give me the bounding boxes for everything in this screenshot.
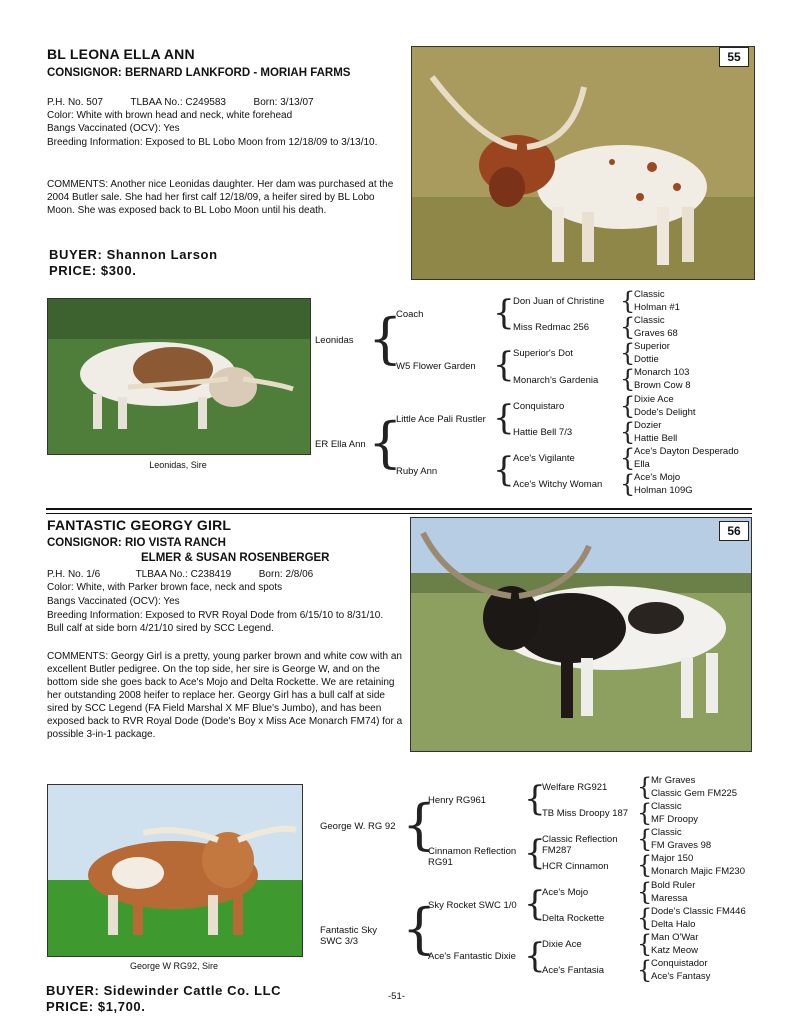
- lot56-ped-gen4: Classic: [651, 801, 682, 812]
- brace: {: [620, 365, 636, 393]
- lot56-ped-gen4: FM Graves 98: [651, 840, 712, 851]
- lot56-ped-gen3: Classic Reflection: [542, 834, 618, 845]
- page-number: -51-: [388, 991, 405, 1002]
- lot56-ped-gen2: Cinnamon Reflection: [428, 846, 517, 857]
- lot56-registration: [47, 568, 397, 581]
- brace: {: [637, 825, 653, 853]
- lot55-ped-gen4: Dixie Ace: [634, 394, 674, 405]
- lot56-title: FANTASTIC GEORGY GIRL: [47, 517, 232, 533]
- brace: {: [620, 313, 636, 341]
- lot56-ph-no: P.H. No. 1/6: [47, 569, 101, 580]
- lot55-tlbaa-no: TLBAA No.: C249583: [130, 97, 226, 108]
- section-divider: [46, 508, 752, 510]
- lot56-ped-gen4: MF Droopy: [651, 814, 698, 825]
- lot55-cow-photo: [411, 46, 755, 280]
- brace: {: [402, 897, 437, 960]
- brace: {: [637, 878, 653, 906]
- lot56-ped-gen4: Mr Graves: [651, 775, 696, 786]
- lot56-tlbaa-no: TLBAA No.: C238419: [135, 569, 232, 580]
- lot56-ped-gen4: Maressa: [651, 893, 688, 904]
- lot55-ped-gen4: Brown Cow 8: [634, 380, 691, 391]
- lot55-ped-gen4: Monarch 103: [634, 367, 690, 378]
- brace: {: [524, 779, 546, 819]
- lot55-ped-gen2: W5 Flower Garden: [396, 361, 476, 372]
- lot55-breeding: Breeding Information: Exposed to BL Lobo Moon from 12/18/09 to 3/13/10.: [47, 137, 378, 148]
- lot56-ped-gen2: Henry RG961: [428, 795, 487, 806]
- lot55-ped-gen4: Superior: [634, 341, 670, 352]
- lot56-ped-gen4: Conquistador: [651, 958, 708, 969]
- section-divider: [46, 513, 752, 514]
- lot55-ped-sire: Leonidas: [315, 335, 354, 346]
- lot56-ped-gen4: Classic Gem FM225: [651, 788, 738, 799]
- lot56-cow-photo: [410, 517, 752, 752]
- lot55-ped-dam: ER Ella Ann: [315, 439, 366, 450]
- lot56-bangs: Bangs Vaccinated (OCV): Yes: [47, 596, 180, 607]
- lot56-consignor: CONSIGNOR: RIO VISTA RANCH: [47, 537, 226, 549]
- lot55-ped-gen2: Little Ace Pali Rustler: [396, 414, 486, 425]
- lot56-ped-gen3: Welfare RG921: [542, 782, 608, 793]
- brace: {: [493, 398, 515, 438]
- brace: {: [524, 884, 546, 924]
- lot56-ped-gen3: HCR Cinnamon: [542, 861, 609, 872]
- lot56-number-badge: 56: [719, 521, 749, 541]
- brace: {: [637, 956, 653, 984]
- brace: {: [493, 450, 515, 490]
- brace: {: [637, 851, 653, 879]
- lot55-ped-gen4: Hattie Bell: [634, 433, 678, 444]
- brace: {: [637, 930, 653, 958]
- lot56-born: Born: 2/8/06: [258, 569, 314, 580]
- lot55-ped-gen4: Ace's Mojo: [634, 472, 681, 483]
- lot56-ped-gen3: Ace's Mojo: [542, 887, 589, 898]
- lot56-ped-gen4: Man O'War: [651, 932, 699, 943]
- brace: {: [493, 293, 515, 333]
- lot56-ped-dam: SWC 3/3: [320, 936, 359, 947]
- lot55-ped-gen4: Dode's Delight: [634, 407, 696, 418]
- lot55-ped-gen2: Coach: [396, 309, 424, 320]
- lot56-comments: COMMENTS: Georgy Girl is a pretty, young parker brown and white cow with an excellent Butler pedigree. On the top side, her sire is George W, and on the bottom side she goes back to Ace's Mojo and Delta Rockette. We are retaining her outstanding 2008 heifer to replace her. Georgy Girl has a bull calf at side sired by SCC Legend (FA Field Marshal X MF Blue's Jumbo), and has been exposed back to RVR Royal Dode (Dode's Boy x Miss Ace Monarch FM74) for a possible 3-in-1 package.: [47, 651, 403, 740]
- brace: {: [637, 799, 653, 827]
- lot55-ped-gen4: Classic: [634, 289, 665, 300]
- lot55-ped-gen3: Monarch's Gardenia: [513, 375, 599, 386]
- brace: {: [620, 444, 636, 472]
- lot56-ped-gen2: Sky Rocket SWC 1/0: [428, 900, 517, 911]
- lot56-ped-sire: George W. RG 92: [320, 821, 396, 832]
- lot56-ped-gen3: FM287: [542, 845, 572, 856]
- lot56-buyer: BUYER: Sidewinder Cattle Co. LLC: [46, 983, 282, 998]
- brace: {: [620, 418, 636, 446]
- lot55-ped-gen3: Ace's Vigilante: [513, 453, 575, 464]
- lot55-ped-gen4: Ace's Dayton Desperado: [634, 446, 739, 457]
- lot56-ped-gen4: Delta Halo: [651, 919, 696, 930]
- lot56-ped-gen2: RG91: [428, 857, 453, 868]
- brace: {: [620, 392, 636, 420]
- lot56-ped-gen4: Monarch Majic FM230: [651, 866, 745, 877]
- lot55-price: PRICE: $300.: [49, 263, 137, 278]
- lot56-ped-gen4: Classic: [651, 827, 682, 838]
- brace: {: [368, 411, 403, 474]
- brace: {: [368, 307, 403, 370]
- lot56-ped-gen4: Katz Meow: [651, 945, 698, 956]
- lot56-sire-caption: George W RG92, Sire: [129, 961, 219, 971]
- lot56-ped-gen4: Ace's Fantasy: [651, 971, 711, 982]
- lot55-ped-gen2: Ruby Ann: [396, 466, 438, 477]
- brace: {: [637, 773, 653, 801]
- lot55-ped-gen4: Ella: [634, 459, 650, 470]
- lot56-ped-gen3: Ace's Fantasia: [542, 965, 605, 976]
- brace: {: [620, 339, 636, 367]
- brace: {: [620, 470, 636, 498]
- lot55-ped-gen4: Classic: [634, 315, 665, 326]
- lot55-title: BL LEONA ELLA ANN: [47, 46, 195, 62]
- lot56-breeding: Breeding Information: Exposed to RVR Royal Dode from 6/15/10 to 8/31/10. Bull calf at side born 4/21/10 sired by SCC Legend.: [47, 610, 384, 634]
- lot55-consignor: CONSIGNOR: BERNARD LANKFORD - MORIAH FARMS: [47, 67, 351, 79]
- lot56-ped-dam: Fantastic Sky: [320, 925, 378, 936]
- lot55-ped-gen4: Dozier: [634, 420, 662, 431]
- lot55-ph-no: P.H. No. 507: [47, 97, 103, 108]
- lot56-price: PRICE: $1,700.: [46, 999, 146, 1014]
- lot55-bangs: Bangs Vaccinated (OCV): Yes: [47, 123, 180, 134]
- lot56-sire-photo: [47, 784, 303, 957]
- brace: {: [524, 833, 546, 873]
- lot55-ped-gen3: Conquistaro: [513, 401, 565, 412]
- lot56-color: Color: White, with Parker brown face, neck and spots: [47, 582, 283, 593]
- lot55-ped-gen3: Superior's Dot: [513, 348, 573, 359]
- brace: {: [637, 904, 653, 932]
- brace: {: [524, 936, 546, 976]
- lot56-consignor-names: ELMER & SUSAN ROSENBERGER: [141, 552, 330, 564]
- lot55-ped-gen4: Holman #1: [634, 302, 680, 313]
- lot56-ped-gen2: Ace's Fantastic Dixie: [428, 951, 516, 962]
- lot55-registration: [47, 96, 397, 109]
- lot55-born: Born: 3/13/07: [253, 97, 314, 108]
- lot55-ped-gen4: Holman 109G: [634, 485, 693, 496]
- lot56-ped-gen4: Major 150: [651, 853, 694, 864]
- lot55-ped-gen4: Graves 68: [634, 328, 678, 339]
- lot55-color: Color: White with brown head and neck, white forehead: [47, 110, 293, 121]
- lot55-sire-photo: [47, 298, 311, 455]
- brace: {: [402, 793, 437, 856]
- brace: {: [493, 345, 515, 385]
- lot56-ped-gen4: Dode's Classic FM446: [651, 906, 746, 917]
- lot56-ped-gen3: Dixie Ace: [542, 939, 582, 950]
- lot55-number-badge: 55: [719, 47, 749, 67]
- lot55-comments: COMMENTS: Another nice Leonidas daughter. Her dam was purchased at the 2004 Butler sale. She had her first calf 12/18/09, a heifer sired by BL Lobo Moon. She was exposed back to BL Lobo Moon until his death.: [47, 179, 394, 216]
- lot55-buyer: BUYER: Shannon Larson: [49, 247, 218, 262]
- lot55-ped-gen3: Don Juan of Christine: [513, 296, 605, 307]
- lot55-sire-caption: Leonidas, Sire: [149, 460, 207, 470]
- lot55-ped-gen3: Miss Redmac 256: [513, 322, 590, 333]
- lot55-ped-gen4: Dottie: [634, 354, 659, 365]
- lot55-ped-gen3: Ace's Witchy Woman: [513, 479, 603, 490]
- brace: {: [620, 287, 636, 315]
- lot56-ped-gen3: Delta Rockette: [542, 913, 605, 924]
- lot56-ped-gen3: TB Miss Droopy 187: [542, 808, 629, 819]
- lot56-ped-gen4: Bold Ruler: [651, 880, 696, 891]
- lot55-ped-gen3: Hattie Bell 7/3: [513, 427, 573, 438]
